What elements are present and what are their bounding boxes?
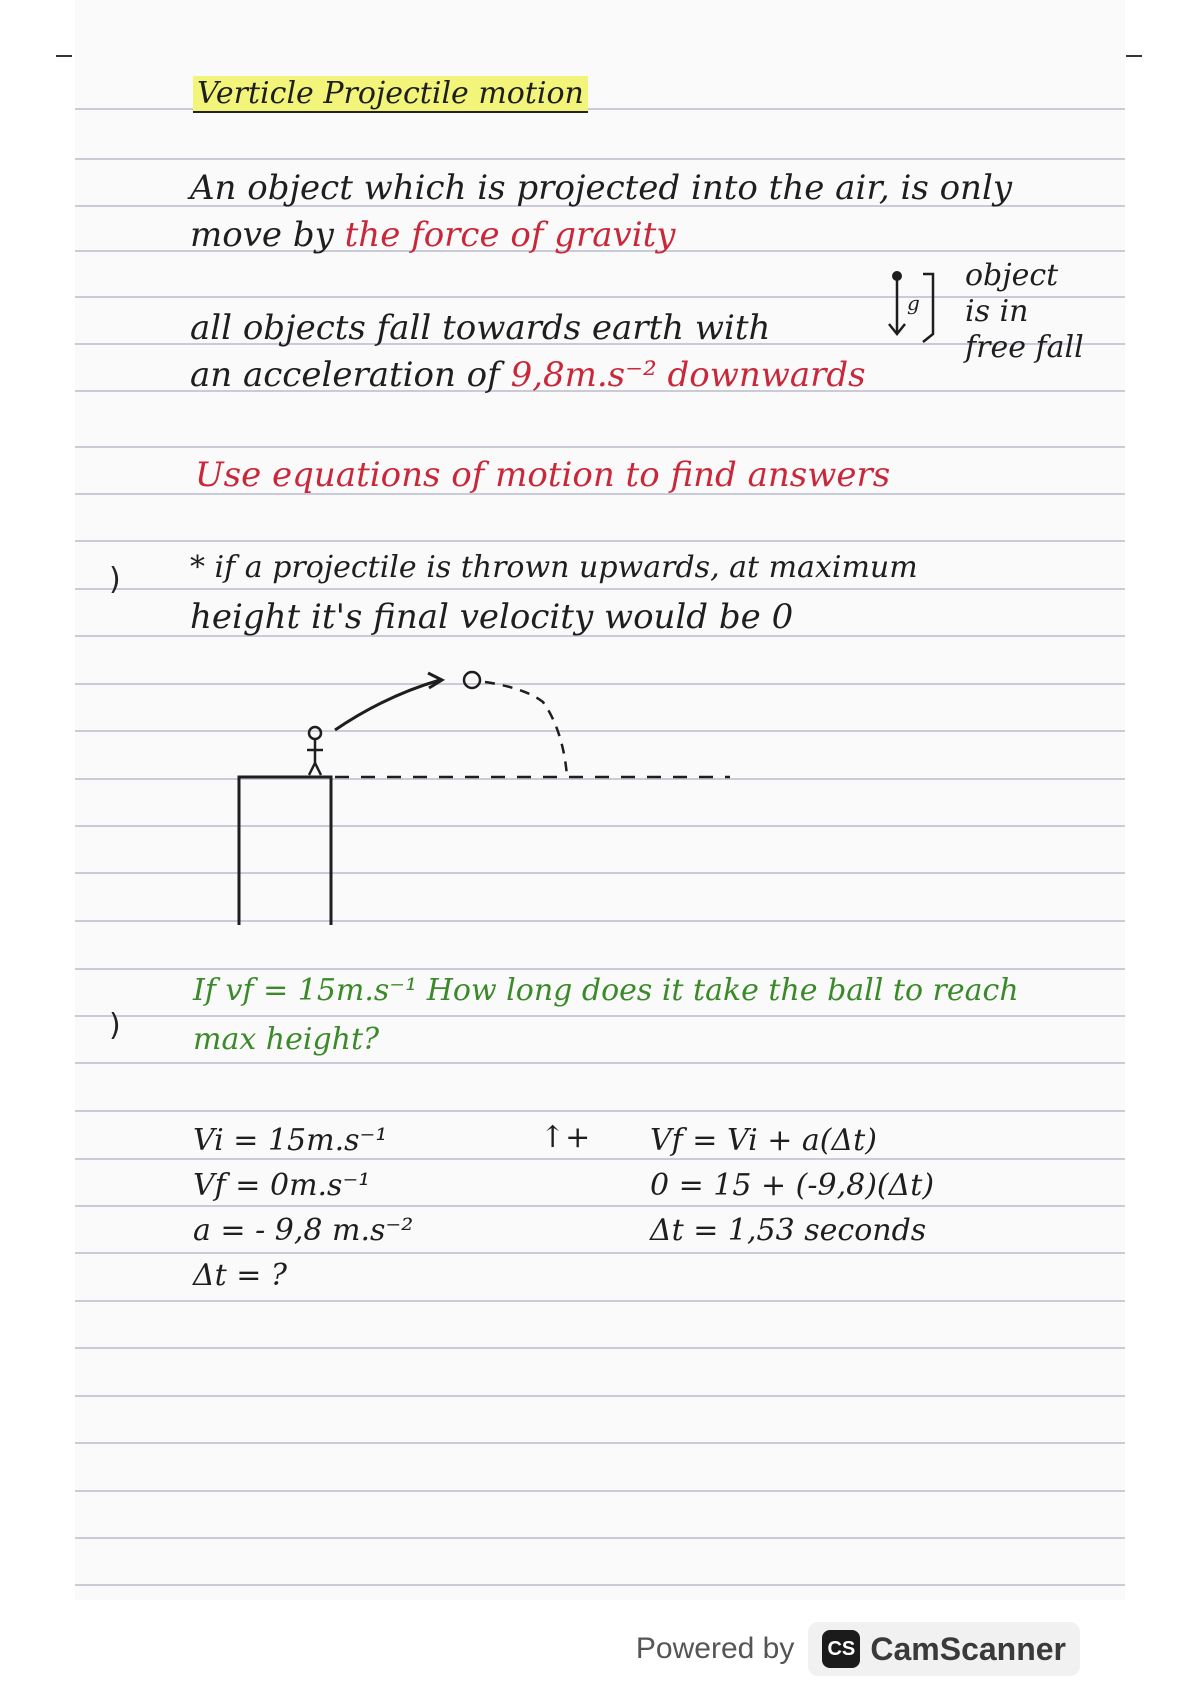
page-title: Verticle Projectile motion	[193, 76, 588, 113]
positive-direction-note: ↑+	[540, 1120, 591, 1155]
free-fall-icon	[875, 262, 955, 352]
camscanner-logo-icon: CS	[822, 1630, 860, 1668]
camscanner-badge	[808, 1622, 1080, 1676]
fall-line-1: all objects fall towards earth with	[190, 308, 771, 348]
scanner-watermark	[636, 1618, 1080, 1680]
projectile-diagram	[225, 660, 745, 930]
ball-at-max-height	[464, 672, 480, 688]
solution-step-1: Vf = Vi + a(Δt)	[650, 1123, 877, 1158]
solution-step-2: 0 = 15 + (-9,8)(Δt)	[650, 1168, 935, 1203]
powered-by-label: Powered by	[635, 1632, 795, 1665]
margin-bracket-1: )	[109, 562, 121, 597]
launch-path	[335, 680, 440, 730]
max-height-line-1: * if a projectile is thrown upwards, at maximum	[190, 550, 918, 585]
acceleration-phrase: 9,8m.s⁻² downwards	[510, 355, 866, 395]
solution-step-3: Δt = 1,53 seconds	[650, 1213, 927, 1248]
right-edge-mark	[1126, 55, 1142, 57]
given-vf: Vf = 0m.s⁻¹	[193, 1168, 371, 1203]
camscanner-brand: CamScanner	[870, 1630, 1066, 1667]
use-equations-note: Use equations of motion to find answers	[195, 455, 891, 495]
given-vi: Vi = 15m.s⁻¹	[193, 1123, 388, 1158]
cliff-outline	[239, 777, 331, 925]
free-fall-note	[965, 258, 1084, 366]
gravity-letter: g	[907, 291, 920, 315]
question-text: How long does it take the ball to reach	[426, 973, 1019, 1008]
lined-paper	[75, 0, 1125, 1600]
free-fall-note-line-1: object	[965, 258, 1059, 293]
given-a: a = - 9,8 m.s⁻²	[193, 1213, 414, 1248]
max-height-line-2: height it's final velocity would be 0	[190, 597, 794, 637]
solution-steps	[650, 1118, 934, 1253]
question-line-2: max height?	[193, 1022, 380, 1057]
intro-line-1: An object which is projected into the air, is only	[190, 168, 1013, 208]
free-fall-note-line-2: is in	[965, 294, 1029, 329]
question-line-1	[193, 973, 1019, 1008]
intro-line-2-start: move by	[190, 215, 334, 255]
intro-line-2	[190, 215, 676, 255]
gravity-phrase: the force of gravity	[344, 215, 676, 255]
left-edge-mark	[56, 55, 72, 57]
fall-line-2	[190, 355, 866, 395]
descent-path	[485, 682, 567, 776]
person-head	[309, 727, 321, 739]
free-fall-note-line-3: free fall	[965, 330, 1084, 365]
fall-line-2-start: an acceleration of	[190, 355, 500, 395]
givens-list	[193, 1118, 413, 1298]
person-legs	[309, 763, 321, 775]
question-given: If vf = 15m.s⁻¹	[193, 973, 418, 1008]
margin-bracket-2: )	[109, 1008, 121, 1043]
given-dt: Δt = ?	[193, 1258, 288, 1293]
